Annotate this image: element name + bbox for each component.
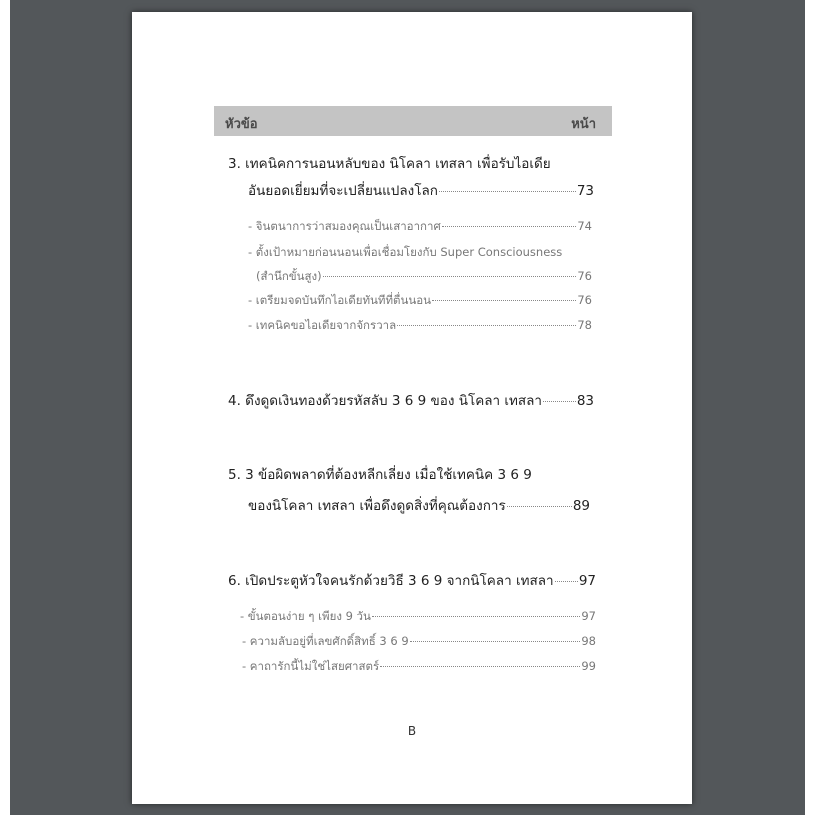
toc-ch3-sub-2: - ตั้งเป้าหมายก่อนนอนเพื่อเชื่อมโยงกับ Super Consciousness (248, 245, 563, 259)
toc-ch6-sub-3 (242, 658, 596, 676)
toc-header-page: หน้า (571, 117, 596, 132)
page-number-footer: B (407, 724, 417, 738)
toc-sub-text: - เตรียมจดบันทึกไอเดียทันทีที่ตื่นนอน (248, 293, 432, 307)
leader-dots (380, 666, 580, 667)
toc-ch3-line1: 3. เทคนิคการนอนหลับของ นิโคลา เทสลา เพื่อรับไอเดีย (228, 156, 551, 172)
toc-ch3-line2 (248, 179, 594, 201)
toc-ch5-line2 (248, 494, 590, 516)
toc-ch3-sub-3 (248, 292, 592, 310)
toc-ch5-page: 89 (572, 498, 590, 514)
toc-sub-page: 74 (577, 219, 592, 233)
leader-dots (410, 641, 581, 642)
toc-sub-page: 76 (577, 293, 592, 307)
toc-sub-text: - ความลับอยู่ที่เลขศักดิ์สิทธิ์ 3 6 9 (242, 634, 409, 648)
toc-ch3-sub-4 (248, 317, 592, 335)
toc-header (214, 106, 612, 136)
leader-dots (439, 191, 576, 192)
toc-sub-page: 97 (581, 609, 596, 623)
toc-ch6-page: 97 (578, 573, 596, 589)
toc-sub-text: (สำนึกขั้นสูง) (256, 269, 322, 283)
leader-dots (432, 300, 576, 301)
document-page (132, 12, 692, 804)
toc-ch6 (228, 569, 596, 591)
toc-ch3-page: 73 (576, 183, 594, 199)
toc-ch6-sub-2 (242, 633, 596, 651)
toc-sub-page: 78 (577, 318, 592, 332)
toc-sub-page: 76 (577, 269, 592, 283)
leader-dots (555, 581, 578, 582)
toc-sub-text: - เทคนิคขอไอเดียจากจักรวาล (248, 318, 397, 332)
toc-sub-page: 98 (581, 634, 596, 648)
leader-dots (397, 325, 576, 326)
toc-ch6-title: 6. เปิดประตูหัวใจคนรักด้วยวิธี 3 6 9 จากนิโคลา เทสลา (228, 573, 554, 589)
toc-sub-text: - จินตนาการว่าสมองคุณเป็นเสาอากาศ (248, 219, 441, 233)
leader-dots (442, 226, 577, 227)
leader-dots (372, 616, 580, 617)
toc-ch4-page: 83 (576, 393, 594, 409)
toc-ch3-sub-2b (256, 268, 592, 286)
leader-dots (543, 401, 576, 402)
toc-sub-text: - ขั้นตอนง่าย ๆ เพียง 9 วัน (240, 609, 371, 623)
leader-dots (323, 276, 577, 277)
toc-sub-page: 99 (581, 659, 596, 673)
toc-header-topic: หัวข้อ (225, 117, 258, 132)
leader-dots (507, 506, 572, 507)
toc-ch5-line1: 5. 3 ข้อผิดพลาดที่ต้องหลีกเลี่ยง เมื่อใช้เทคนิค 3 6 9 (228, 467, 532, 483)
toc-ch4 (228, 389, 594, 411)
toc-ch3-sub-1 (248, 218, 592, 236)
toc-ch3-title: อันยอดเยี่ยมที่จะเปลี่ยนแปลงโลก (248, 183, 438, 199)
toc-ch5-title: ของนิโคลา เทสลา เพื่อดึงดูดสิ่งที่คุณต้องการ (248, 498, 506, 514)
toc-sub-text: - คาถารักนี้ไม่ใช่ไสยศาสตร์ (242, 659, 380, 673)
toc-ch6-sub-1 (240, 608, 596, 626)
toc-ch4-title: 4. ดึงดูดเงินทองด้วยรหัสลับ 3 6 9 ของ นิโคลา เทสลา (228, 393, 543, 409)
